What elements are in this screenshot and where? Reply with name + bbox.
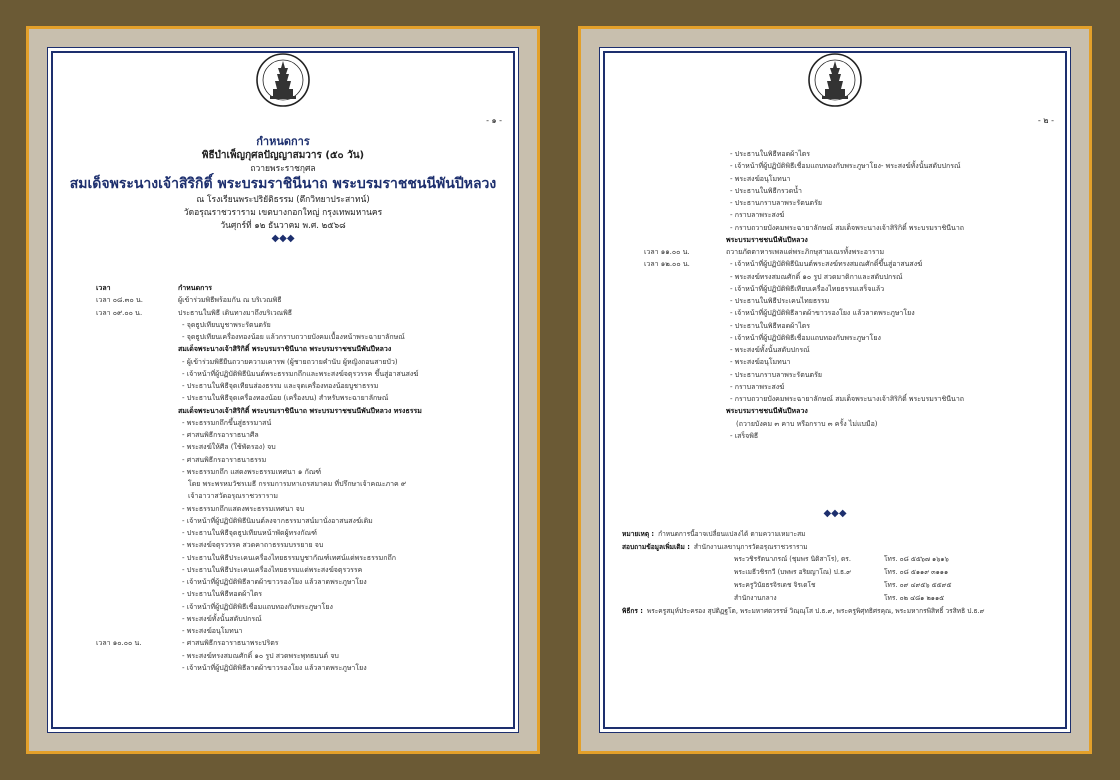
row-time: เวลา ๐๘.๓๐ น.	[96, 296, 143, 305]
row-time: เวลา ๐๙.๐๐ น.	[96, 308, 143, 317]
note-row	[622, 528, 1060, 541]
schedule-row	[644, 430, 1054, 442]
royal-merit-line: ถวายพระราชกุศล	[250, 164, 316, 174]
contact-phone: โทร. ๐๒ ๔๘๑ ๒๑๑๕	[884, 594, 945, 602]
row-activity: - เจ้าหน้าที่ผู้ปฏิบัติพิธีนิมนต์ลงจากธรรมาสน์มานั่งอาสนสงฆ์เดิม	[182, 516, 373, 525]
row-time	[644, 234, 726, 246]
row-time	[96, 356, 178, 368]
row-activity: - ศาสนพิธีกรอาราธนาพระปริตร	[182, 639, 279, 648]
schedule-row	[96, 576, 502, 588]
row-activity: - ประธานในพิธีจุดธูปเทียนหน้าพัดผู้ทรงกัณฑ์	[182, 529, 317, 537]
row-activity: - ประธานในพิธีประเคนเครื่องไทยธรรมบูชากัณฑ์เทศน์แด่พระธรรมกถึก	[182, 553, 396, 562]
row-activity: - พระธรรมกถึกขึ้นสู่ธรรมาสน์	[182, 418, 272, 427]
contact-name: พระครูวินัยธรจิรเดช จิรเดโช	[734, 581, 816, 589]
schedule-row	[96, 331, 502, 343]
schedule-row	[96, 515, 502, 527]
schedule-row	[96, 417, 502, 429]
schedule-row	[96, 625, 502, 637]
schedule-row	[96, 564, 502, 576]
schedule-row	[644, 160, 1054, 172]
row-activity: - พระสงฆ์อนุโมทนา	[730, 174, 791, 183]
schedule-row	[96, 588, 502, 600]
row-activity: พระบรมราชชนนีพันปีหลวง	[726, 235, 808, 244]
row-activity: ถวายภัตตาหารเพลแด่พระภิกษุสามเณรทั้งพระอาราม	[726, 248, 885, 256]
row-time: เวลา ๑๒.๐๐ น.	[644, 260, 690, 269]
row-time	[96, 588, 178, 600]
row-activity: - กราบลาพระสงฆ์	[730, 382, 785, 391]
schedule-table	[96, 282, 502, 674]
venue-line: ณ โรงเรียนพระปริยัติธรรม (ตึกวิทยาประสาทน์)	[196, 195, 370, 205]
contact-row	[622, 541, 1060, 554]
schedule-row	[96, 405, 502, 417]
date-line: วันศุกร์ที่ ๑๒ ธันวาคม พ.ศ. ๒๕๖๘	[220, 221, 346, 231]
row-time	[96, 429, 178, 441]
row-time	[644, 320, 726, 332]
row-time	[96, 405, 178, 417]
row-activity: - กราบถวายบังคมพระฉายาลักษณ์ สมเด็จพระนางเจ้าสิริกิติ์ พระบรมราชินีนาถ	[730, 223, 965, 232]
row-time	[96, 613, 178, 625]
row-time	[96, 392, 178, 404]
row-time	[96, 527, 178, 539]
contact-text: สำนักงานเลขานุการวัดอรุณราชวราราม	[693, 542, 808, 551]
row-time	[96, 601, 178, 613]
contact-item	[622, 553, 1060, 566]
row-time	[96, 625, 178, 637]
row-activity: - เจ้าหน้าที่ผู้ปฏิบัติพิธีลาดผ้าขาวรองโยง แล้วลาดพระภูษาโยง	[182, 578, 367, 586]
schedule-row	[96, 650, 502, 662]
row-activity: - เจ้าหน้าที่ผู้ปฏิบัติพิธีนิมนต์พระธรรมกถึกและพระสงฆ์จตุรวรรค ขึ้นสู่อาสนสงฆ์	[182, 369, 419, 378]
row-time	[96, 662, 178, 674]
schedule-row	[644, 307, 1054, 319]
schedule-row	[96, 503, 502, 515]
row-activity: - เจ้าหน้าที่ผู้ปฏิบัติพิธีเทียบเครื่องไทยธรรมเสร็จแล้ว	[730, 284, 885, 293]
row-activity: - พระธรรมกถึกแสดงพระธรรมเทศนา จบ	[182, 504, 305, 513]
row-time	[644, 185, 726, 197]
schedule-row	[644, 405, 1054, 417]
contact-list	[622, 553, 1060, 605]
row-activity: - ประธานในพิธีทอดผ้าไตร	[730, 321, 811, 330]
row-activity: - เจ้าหน้าที่ผู้ปฏิบัติพิธีเชื่อมแถบทองกับพระภูษาโยง- พระสงฆ์ทั้งนั้นสดับปกรณ์	[730, 162, 961, 171]
row-time	[96, 503, 178, 515]
schedule-column-header: กำหนดการ	[178, 284, 213, 292]
schedule-row	[96, 380, 502, 392]
row-activity: ประธานในพิธี เดินทางมาถึงบริเวณพิธี	[178, 308, 293, 317]
row-time	[96, 515, 178, 527]
schedule-row	[96, 368, 502, 380]
row-time	[644, 344, 726, 356]
schedule-row	[96, 466, 502, 478]
diamond-ornament-icon: ◆◆◆	[823, 508, 847, 519]
row-activity: - เจ้าหน้าที่ผู้ปฏิบัติพิธีลาดผ้าขาวรองโยง แล้วลาดพระภูษาโยง	[730, 309, 915, 318]
schedule-row	[644, 246, 1054, 258]
row-time	[96, 343, 178, 355]
schedule-row	[644, 234, 1054, 246]
row-activity: - เจ้าหน้าที่ผู้ปฏิบัติพิธีเชื่อมแถบทองกับพระภูษาโยง	[182, 602, 333, 611]
row-activity: - ประธานในพิธีประเคนไทยธรรม	[730, 297, 830, 305]
row-time	[644, 307, 726, 319]
row-activity: - จุดธูปเทียนเครื่องทองน้อย แล้วกราบถวายบังคมเบื้องหน้าพระฉายาลักษณ์	[182, 333, 405, 341]
row-time	[96, 490, 178, 502]
row-activity: - พระสงฆ์ทรงสมณศักดิ์ ๑๐ รูป สวดมาติกาและสดับปกรณ์	[730, 272, 903, 281]
row-activity: - พระสงฆ์อนุโมทนา	[182, 627, 243, 635]
schedule-row	[644, 209, 1054, 221]
schedule-row	[644, 381, 1054, 393]
row-activity: - ประธานในพิธีกรวดน้ำ	[730, 186, 802, 195]
mc-text: พระครูสมุห์ประครอง สุปติฏฐโต, พระมหาศตวรรษ์ วิณฺณุโส ป.ธ.๙, พระครูพิศุทธิศรคุณ, พระมหากรพิสิทธิ์ วรสิทธิ ป.ธ.๙	[646, 607, 985, 615]
row-activity: โดย พระพรหมวัชรเมธี กรรมการมหาเถรสมาคม ที่ปรึกษาเจ้าคณะภาค ๙	[188, 480, 407, 488]
schedule-row	[96, 356, 502, 368]
row-time	[644, 283, 726, 295]
schedule-header-row	[96, 282, 502, 294]
row-time: เวลา ๑๑.๐๐ น.	[644, 248, 690, 256]
row-activity: ผู้เข้าร่วมพิธีพร้อมกัน ณ บริเวณพิธี	[178, 296, 282, 305]
row-time	[96, 466, 178, 478]
row-time: เวลา ๑๐.๐๐ น.	[96, 639, 142, 648]
schedule-row	[96, 552, 502, 564]
schedule-row	[96, 527, 502, 539]
row-time	[644, 222, 726, 234]
row-time	[96, 331, 178, 343]
row-time	[644, 197, 726, 209]
row-activity: - ศาสนพิธีกรอาราธนาธรรม	[182, 455, 267, 464]
schedule-row	[644, 271, 1054, 283]
schedule-row	[96, 539, 502, 551]
row-time	[644, 393, 726, 405]
schedule-row	[96, 662, 502, 674]
notes-section	[622, 528, 1060, 618]
page-two	[599, 47, 1071, 733]
page-one	[47, 47, 519, 733]
document-header	[48, 134, 518, 245]
contact-phone: โทร. ๐๘ ๕๕๖๗ ๑๖๑๖	[884, 555, 949, 563]
note-label: หมายเหตุ :	[622, 530, 655, 538]
row-time	[96, 454, 178, 466]
contact-item	[622, 579, 1060, 592]
row-time	[644, 356, 726, 368]
row-time	[96, 368, 178, 380]
row-activity: - พระสงฆ์ทรงสมณศักดิ์ ๑๐ รูป สวดพระพุทธมนต์ จบ	[182, 651, 339, 660]
row-time	[644, 295, 726, 307]
row-time	[96, 417, 178, 429]
schedule-row	[96, 601, 502, 613]
row-activity: - พระสงฆ์ทั้งนั้นสดับปกรณ์	[730, 346, 810, 354]
mc-row	[622, 605, 1060, 618]
row-activity: (ถวายบังคม ๓ คาบ หรือกราบ ๓ ครั้ง ไม่แบมือ)	[736, 419, 878, 428]
row-time	[644, 173, 726, 185]
schedule-row	[96, 319, 502, 331]
schedule-row	[644, 185, 1054, 197]
row-time	[96, 576, 178, 588]
row-time	[96, 380, 178, 392]
schedule-row	[96, 392, 502, 404]
row-time	[96, 539, 178, 551]
diamond-ornament-icon: ◆◆◆	[271, 233, 295, 244]
note-text: กำหนดการนี้อาจเปลี่ยนแปลงได้ ตามความเหมาะสม	[658, 530, 806, 538]
schedule-row	[96, 490, 502, 502]
row-activity: สมเด็จพระนางเจ้าสิริกิติ์ พระบรมราชินีนาถ พระบรมราชชนนีพันปีหลวง	[178, 345, 392, 354]
queen-name: สมเด็จพระนางเจ้าสิริกิติ์ พระบรมราชินีนาถ พระบรมราชชนนีพันปีหลวง	[69, 176, 497, 192]
row-activity: - ประธานในพิธีทอดผ้าไตร	[182, 590, 263, 599]
row-activity: - ประธานกราบลาพระรัตนตรัย	[730, 199, 822, 207]
contact-item	[622, 592, 1060, 605]
row-activity: - เสร็จพิธี	[730, 431, 759, 440]
row-time	[644, 405, 726, 417]
schedule-row	[96, 343, 502, 355]
page-number: - ๑ -	[486, 116, 502, 125]
time-column-header: เวลา	[96, 284, 111, 292]
schedule-row	[644, 393, 1054, 405]
royal-seal-icon	[255, 52, 311, 108]
row-activity: - ผู้เข้าร่วมพิธียืนถวายความเคารพ (ผู้ชายถวายคำนับ ผู้หญิงถอนสายบัว)	[182, 357, 398, 366]
schedule-row	[644, 222, 1054, 234]
row-activity: - พระสงฆ์ให้ศีล (ใช้พัดรอง) จบ	[182, 443, 276, 452]
row-activity: - กราบลาพระสงฆ์	[730, 211, 785, 220]
schedule-row	[96, 454, 502, 466]
temple-line: วัดอรุณราชวราราม เขตบางกอกใหญ่ กรุงเทพมหานคร	[183, 208, 383, 218]
row-activity: - กราบถวายบังคมพระฉายาลักษณ์ สมเด็จพระนางเจ้าสิริกิติ์ พระบรมราชินีนาถ	[730, 395, 965, 403]
contact-phone: โทร. ๐๙ ๔๙๕๖ ๕๕๙๕	[884, 581, 952, 589]
contact-phone: โทร. ๐๘ ๕๑๑๙ ๓๑๑๑	[884, 568, 949, 576]
row-time	[644, 209, 726, 221]
row-activity: - จุดธูปเทียนบูชาพระรัตนตรัย	[182, 320, 271, 329]
schedule-row	[96, 637, 502, 649]
row-activity: - ประธานในพิธีจุดเทียนส่องธรรม และจุดเครื่องทองน้อยบูชาธรรม	[182, 382, 379, 390]
row-activity: เจ้าอาวาสวัดอรุณราชวราราม	[188, 492, 278, 501]
row-time	[644, 332, 726, 344]
row-activity: - พระสงฆ์อนุโมทนา	[730, 358, 791, 367]
row-time	[644, 369, 726, 381]
schedule-row	[96, 294, 502, 306]
schedule-row	[96, 307, 502, 319]
schedule-row	[644, 173, 1054, 185]
schedule-row	[96, 613, 502, 625]
schedule-row	[96, 478, 502, 490]
row-time	[96, 441, 178, 453]
row-time	[644, 430, 726, 442]
ceremony-name: พิธีบำเพ็ญกุศลปัญญาสมวาร (๕๐ วัน)	[201, 150, 365, 161]
mc-label: พิธีกร :	[622, 607, 643, 615]
schedule-row	[644, 344, 1054, 356]
contact-name: พระเมธีวชิรกวี (บพพร อริยญาโณ) ป.ธ.๙	[734, 568, 851, 576]
royal-seal-icon	[807, 52, 863, 108]
row-time	[644, 160, 726, 172]
contact-name: พระวชิรรัตนาภรณ์ (ชุมพร นิติสาโร), ดร.	[734, 555, 851, 563]
row-time	[644, 418, 726, 430]
row-activity: - ประธานในพิธีทอดผ้าไตร	[730, 150, 811, 158]
schedule-row	[644, 148, 1054, 160]
schedule-row	[644, 258, 1054, 270]
row-activity: - ประธานกราบลาพระรัตนตรัย	[730, 370, 822, 379]
schedule-row	[96, 441, 502, 453]
row-activity: - เจ้าหน้าที่ผู้ปฏิบัติพิธีลาดผ้าขาวรองโยง แล้วลาดพระภูษาโยง	[182, 663, 367, 672]
contact-name: สำนักงานกลาง	[734, 594, 777, 602]
row-activity: สมเด็จพระนางเจ้าสิริกิติ์ พระบรมราชินีนาถ พระบรมราชชนนีพันปีหลวง ทรงธรรม	[178, 406, 422, 415]
left-page-frame	[26, 26, 540, 754]
schedule-row	[644, 332, 1054, 344]
schedule-row	[644, 369, 1054, 381]
row-time	[96, 552, 178, 564]
schedule-row	[644, 320, 1054, 332]
schedule-table	[644, 148, 1054, 442]
row-time	[644, 148, 726, 160]
row-activity: - ประธานในพิธีประเคนเครื่องไทยธรรมแด่พระสงฆ์จตุรวรรค	[182, 565, 363, 574]
page-number: - ๒ -	[1037, 116, 1054, 125]
schedule-title: กำหนดการ	[256, 135, 310, 148]
contact-item	[622, 566, 1060, 579]
row-time	[644, 381, 726, 393]
row-time	[96, 564, 178, 576]
row-time	[96, 478, 178, 490]
right-page-frame	[578, 26, 1092, 754]
row-time	[644, 271, 726, 283]
contact-label: สอบถามข้อมูลเพิ่มเติม :	[622, 542, 690, 551]
row-time	[96, 319, 178, 331]
row-time	[96, 650, 178, 662]
schedule-row	[644, 356, 1054, 368]
row-activity: - ศาสนพิธีกรอาราธนาศีล	[182, 431, 259, 439]
schedule-row	[96, 429, 502, 441]
schedule-row	[644, 295, 1054, 307]
row-activity: - พระสงฆ์ทั้งนั้นสดับปกรณ์	[182, 614, 262, 623]
row-activity: - พระธรรมกถึก แสดงพระธรรมเทศนา ๑ กัณฑ์	[182, 467, 322, 476]
schedule-row	[644, 197, 1054, 209]
schedule-row	[644, 283, 1054, 295]
row-activity: - เจ้าหน้าที่ผู้ปฏิบัติพิธีนิมนต์พระสงฆ์ทรงสมณศักดิ์ขึ้นสู่อาสนสงฆ์	[730, 260, 923, 269]
row-activity: - เจ้าหน้าที่ผู้ปฏิบัติพิธีเชื่อมแถบทองกับพระภูษาโยง	[730, 333, 881, 342]
row-activity: - พระสงฆ์จตุรวรรค สวดคาถาธรรมบรรยาย จบ	[182, 541, 324, 550]
schedule-row	[644, 418, 1054, 430]
row-activity: - ประธานในพิธีจุดเครื่องทองน้อย (เครื่องบน) สำหรับพระฉายาลักษณ์	[182, 394, 389, 403]
row-activity: พระบรมราชชนนีพันปีหลวง	[726, 407, 808, 416]
